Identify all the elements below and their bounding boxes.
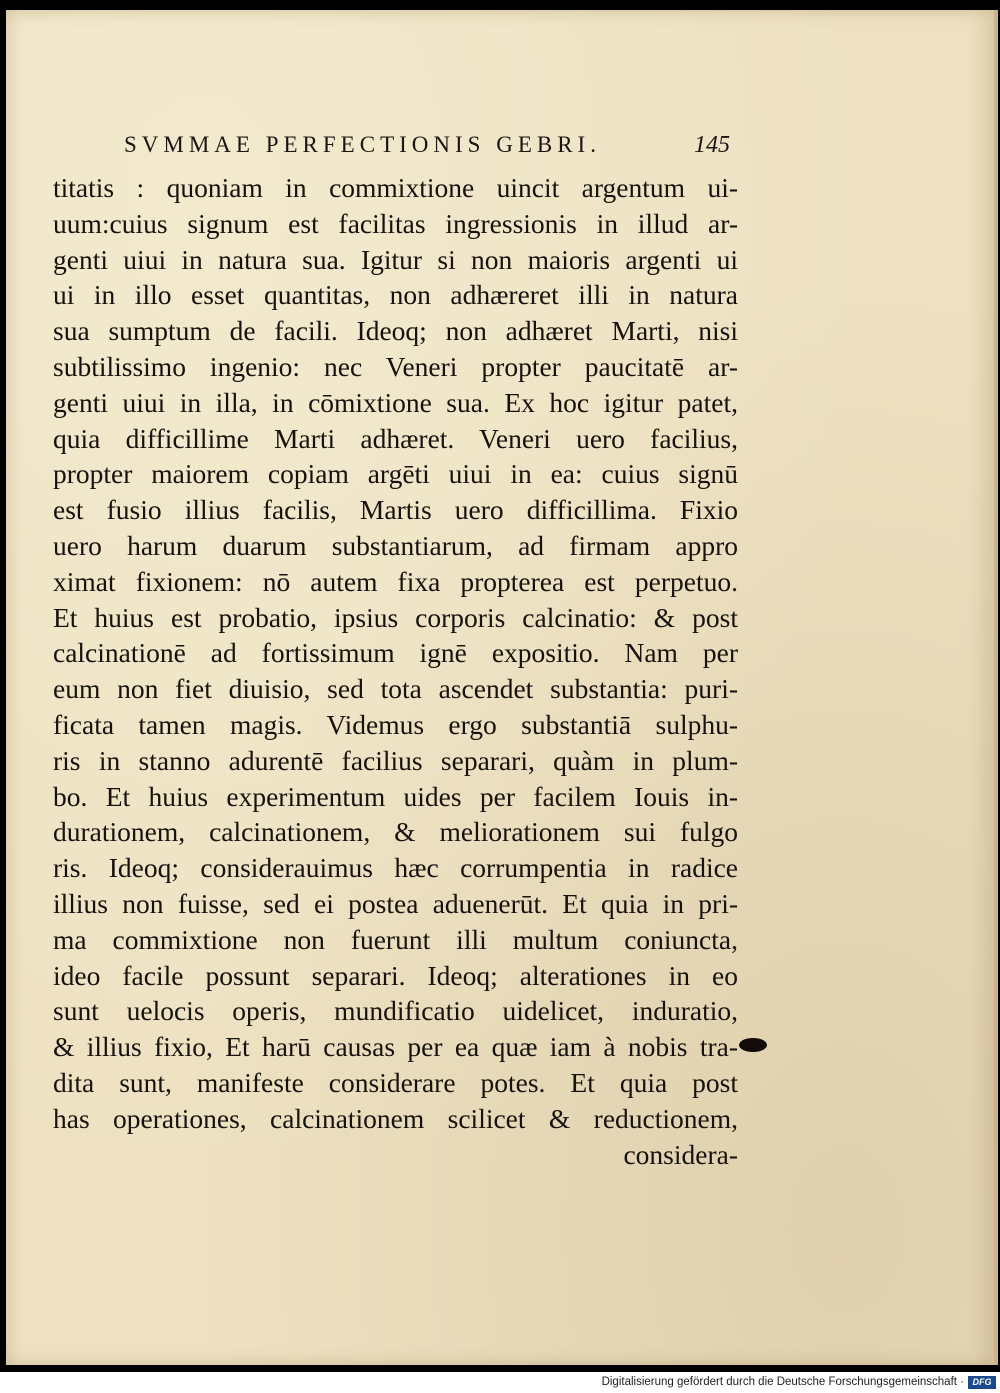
text-line: eum non fiet diuisio, sed tota ascendet substantia: puri-	[53, 673, 738, 705]
text-line: & illius fixio, Et harū causas per ea quæ iam à nobis tra-	[53, 1031, 738, 1063]
body-text	[53, 170, 738, 1172]
running-title: SVMMAE PERFECTIONIS GEBRI.	[124, 132, 601, 157]
page-header	[124, 128, 744, 164]
book-page	[6, 10, 998, 1365]
text-line: sunt uelocis operis, mundificatio uidelicet, induratio,	[53, 995, 738, 1027]
text-line: ris. Ideoq; considerauimus hæc corrumpentia in radice	[53, 852, 738, 884]
text-line: illius non fuisse, sed ei postea aduenerūt. Et quia in pri-	[53, 887, 738, 919]
text-line: calcinationē ad fortissimum ignē expositio. Nam per	[53, 637, 738, 669]
text-line: ideo facile possunt separari. Ideoq; alterationes in eo	[53, 959, 738, 991]
text-line: uero harum duarum substantiarum, ad firmam appro	[53, 529, 738, 561]
text-line: ris in stanno adurentē facilius separari, quàm in plum-	[53, 744, 738, 776]
text-line: ma commixtione non fuerunt illi multum coniuncta,	[53, 923, 738, 955]
text-line: ficata tamen magis. Videmus ergo substantiā sulphu-	[53, 708, 738, 740]
text-line: bo. Et huius experimentum uides per facilem Iouis in-	[53, 780, 738, 812]
dfg-logo-icon: DFG	[968, 1376, 996, 1389]
catchword: considera-	[623, 1138, 738, 1170]
ink-blot	[739, 1038, 767, 1052]
text-line: ui in illo esset quantitas, non adhæreret illi in natura	[53, 279, 738, 311]
text-line: dita sunt, manifeste considerare potes. Et quia post	[53, 1066, 738, 1098]
text-line: sua sumptum de facili. Ideoq; non adhæret Marti, nisi	[53, 315, 738, 347]
digitization-footer	[0, 1372, 1000, 1393]
text-line: titatis : quoniam in commixtione uincit argentum ui-	[53, 172, 738, 203]
text-line: ximat fixionem: nō autem fixa propterea est perpetuo.	[53, 565, 738, 597]
text-line: est fusio illius facilis, Martis uero difficillima. Fixio	[53, 494, 738, 526]
text-line: propter maiorem copiam argēti uiui in ea: cuius signū	[53, 458, 738, 490]
text-line: genti uiui in illa, in cōmixtione sua. Ex hoc igitur patet,	[53, 386, 738, 418]
text-line: uum:cuius signum est facilitas ingressionis in illud ar-	[53, 207, 738, 239]
text-line: Et huius est probatio, ipsius corporis calcinatio: & post	[53, 601, 738, 633]
text-line: genti uiui in natura sua. Igitur si non maioris argenti ui	[53, 243, 738, 275]
text-line: quia difficillime Marti adhæret. Veneri uero facilius,	[53, 422, 738, 454]
text-line: durationem, calcinationem, & meliorationem sui fulgo	[53, 816, 738, 848]
page-number: 145	[694, 132, 730, 158]
text-line: subtilissimo ingenio: nec Veneri propter paucitatē ar-	[53, 350, 738, 382]
text-line: has operationes, calcinationem scilicet & reductionem,	[53, 1102, 738, 1134]
funding-credit: Digitalisierung gefördert durch die Deutsche Forschungsgemeinschaft ·	[601, 1376, 964, 1388]
